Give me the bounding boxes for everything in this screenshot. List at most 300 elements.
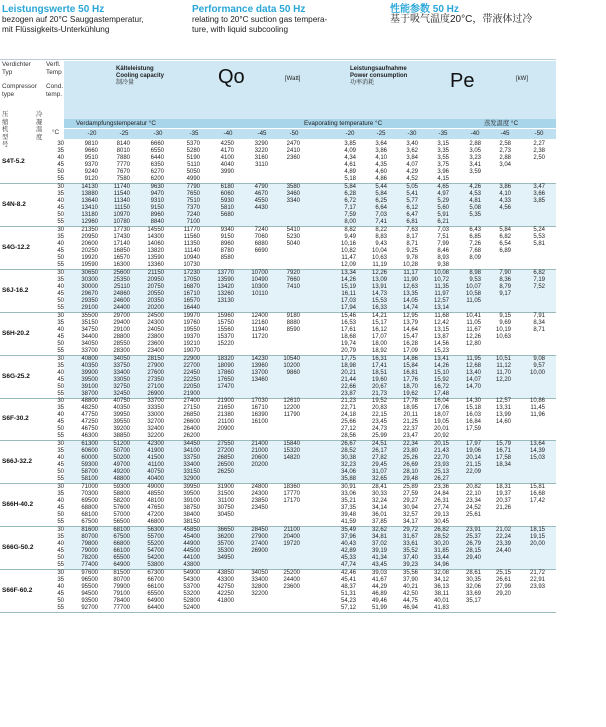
value-cell: 29100 xyxy=(81,304,98,311)
value-cell: 2410 xyxy=(286,148,300,154)
value-cell: 15,10 xyxy=(433,369,449,376)
cond-temp-cell: 50 xyxy=(57,297,64,304)
cond-temp-cell: 35 xyxy=(57,491,64,498)
value-cell: 33,69 xyxy=(465,591,481,597)
value-cell: 10970 xyxy=(113,211,130,218)
value-cell: 6440 xyxy=(150,155,164,161)
value-cell: 2470 xyxy=(286,141,300,147)
table-row xyxy=(0,541,556,548)
value-cell: 16,04 xyxy=(433,398,449,405)
value-cell: 48,37 xyxy=(340,584,356,590)
value-cell: 23400 xyxy=(147,347,164,354)
value-cell: 27,12 xyxy=(340,426,356,433)
table-row xyxy=(0,305,556,312)
value-cell: 7,17 xyxy=(344,204,356,211)
cond-temp-cell: 35 xyxy=(57,448,64,455)
value-cell: 12,68 xyxy=(465,362,481,369)
value-cell: 3,47 xyxy=(533,183,545,190)
value-cell: 18320 xyxy=(217,355,234,362)
value-cell: 8,36 xyxy=(499,276,511,283)
value-cell: 33,06 xyxy=(340,491,356,498)
value-cell: 13590 xyxy=(217,276,234,283)
value-cell: 18,15 xyxy=(529,527,545,534)
value-cell: 40350 xyxy=(81,362,98,369)
value-cell: 35700 xyxy=(217,541,234,548)
value-cell: 57000 xyxy=(113,512,130,519)
column-header: -30 xyxy=(407,130,417,137)
value-cell: 13410 xyxy=(81,204,98,211)
value-cell: 11,05 xyxy=(466,319,481,326)
value-cell: 5,18 xyxy=(344,176,356,182)
value-cell: 6,89 xyxy=(499,247,511,254)
value-cell: 35300 xyxy=(217,548,234,555)
value-cell: 21000 xyxy=(251,448,268,455)
label-temp-en: temp. xyxy=(46,90,62,98)
value-cell: 32800 xyxy=(251,584,268,590)
cond-temp-cell: 45 xyxy=(57,162,64,168)
label-cond-en: Cond. xyxy=(46,83,64,90)
value-cell: 17470 xyxy=(217,383,234,390)
value-cell: 34400 xyxy=(81,333,98,340)
value-cell: 28,41 xyxy=(371,484,387,491)
value-cell: 9,69 xyxy=(499,319,511,326)
value-cell: 16390 xyxy=(251,412,268,419)
label-compressor-de: Verdichter xyxy=(2,61,31,68)
capacity-symbol: Qo xyxy=(218,66,245,88)
value-cell: 7670 xyxy=(116,169,130,175)
table-row xyxy=(0,577,556,584)
value-cell: 17140 xyxy=(113,240,130,247)
value-cell: 30300 xyxy=(81,276,98,283)
value-cell: 14,07 xyxy=(465,376,481,383)
cond-temp-cell: 35 xyxy=(57,405,64,412)
value-cell: 17,97 xyxy=(465,441,481,448)
label-type-de: Typ xyxy=(2,68,13,76)
value-cell: 11770 xyxy=(183,226,200,233)
value-cell: 8780 xyxy=(220,247,234,254)
value-cell: 40,43 xyxy=(340,541,356,548)
value-cell: 20900 xyxy=(217,426,234,433)
value-cell: 3,66 xyxy=(533,190,545,197)
value-cell: 11,19 xyxy=(372,261,387,268)
value-cell: 16,71 xyxy=(495,448,511,455)
cond-temp-cell: 45 xyxy=(57,462,64,469)
value-cell: 5,05 xyxy=(406,183,418,190)
value-cell: 34,96 xyxy=(433,562,449,569)
value-cell: 16,12 xyxy=(371,326,387,333)
value-cell: 19,52 xyxy=(371,398,387,405)
value-cell: 14130 xyxy=(81,183,98,190)
value-cell: 35150 xyxy=(81,319,98,326)
value-cell: 40800 xyxy=(81,355,98,362)
cond-temp-cell: 40 xyxy=(57,541,64,548)
value-cell: 26,17 xyxy=(371,448,387,455)
value-cell: 7,99 xyxy=(437,240,449,247)
cond-temp-cell: 40 xyxy=(57,240,64,247)
value-cell: 3290 xyxy=(254,141,268,147)
value-cell: 13,31 xyxy=(495,405,511,412)
value-cell: 21,73 xyxy=(371,390,387,397)
value-cell: 13700 xyxy=(251,369,268,376)
value-cell: 21,44 xyxy=(340,376,356,383)
cond-temp-cell: 30 xyxy=(57,398,64,405)
model-name: S66F-60.2 xyxy=(2,587,33,594)
value-cell: 34050 xyxy=(81,340,98,347)
table-row xyxy=(0,262,556,269)
value-cell: 56300 xyxy=(147,527,164,534)
model-block xyxy=(0,184,556,226)
value-cell: 38400 xyxy=(183,512,200,519)
value-cell: 38700 xyxy=(81,390,98,397)
value-cell: 27600 xyxy=(147,369,164,376)
value-cell: 29,27 xyxy=(402,498,418,505)
value-cell: 45400 xyxy=(183,534,200,541)
value-cell: 78200 xyxy=(81,555,98,562)
value-cell: 19,37 xyxy=(495,491,511,498)
cond-temp-cell: 30 xyxy=(57,226,64,233)
value-cell: 19760 xyxy=(183,319,200,326)
value-cell: 10730 xyxy=(183,261,200,268)
table-row xyxy=(0,512,556,519)
value-cell: 3160 xyxy=(254,155,268,161)
value-cell: 79800 xyxy=(81,541,98,548)
value-cell: 17,59 xyxy=(465,426,481,433)
table-row xyxy=(0,227,556,234)
value-cell: 58800 xyxy=(113,491,130,498)
value-cell: 49000 xyxy=(147,484,164,491)
value-cell: 19,06 xyxy=(465,448,481,455)
value-cell: 21,26 xyxy=(495,505,511,512)
value-cell: 30,38 xyxy=(340,455,356,462)
value-cell: 7370 xyxy=(186,204,200,211)
value-cell: 11,17 xyxy=(403,269,418,276)
value-cell: 16,33 xyxy=(371,304,387,311)
value-cell: 20550 xyxy=(147,290,164,297)
value-cell: 22,10 xyxy=(465,491,481,498)
table-row xyxy=(0,405,556,412)
value-cell: 8,17 xyxy=(406,233,418,240)
column-header: -45 xyxy=(500,130,510,137)
cond-temp-cell: 35 xyxy=(57,233,64,240)
value-cell: 28,10 xyxy=(402,469,418,476)
value-cell: 7410 xyxy=(286,283,300,290)
value-cell: 10,08 xyxy=(433,269,449,276)
table-row xyxy=(0,505,556,512)
value-cell: 23,39 xyxy=(495,541,511,548)
header-chinese xyxy=(390,4,532,25)
value-cell: 42750 xyxy=(217,584,234,590)
header-german xyxy=(2,4,144,34)
value-cell: 8010 xyxy=(116,148,130,154)
value-cell: 7920 xyxy=(286,269,300,276)
value-cell: 12,26 xyxy=(465,333,481,340)
table-row xyxy=(0,412,556,419)
cond-temp-cell: 40 xyxy=(57,584,64,590)
table-row xyxy=(0,419,556,426)
value-cell: 3110 xyxy=(255,162,268,168)
cond-temp-cell: 55 xyxy=(57,433,64,440)
model-name: S4T-5.2 xyxy=(2,158,25,165)
value-cell: 58200 xyxy=(113,498,130,505)
table-row xyxy=(0,155,556,162)
value-cell: 32,23 xyxy=(340,462,356,469)
value-cell: 22050 xyxy=(183,383,200,390)
value-cell: 9,53 xyxy=(469,276,481,283)
value-cell: 19550 xyxy=(183,326,200,333)
value-cell: 30450 xyxy=(217,512,234,519)
column-header: -20 xyxy=(87,130,97,137)
value-cell: 11,45 xyxy=(530,405,545,412)
column-header: -35 xyxy=(189,130,199,137)
value-cell: 44,75 xyxy=(402,598,418,604)
value-cell: 19,60 xyxy=(371,376,387,383)
value-cell: 9240 xyxy=(84,169,98,175)
label-unit-c: °C xyxy=(52,129,60,136)
value-cell: 17,03 xyxy=(340,297,356,304)
value-cell: 40,21 xyxy=(402,584,418,590)
value-cell: 37,35 xyxy=(340,505,356,512)
value-cell: 24,73 xyxy=(371,426,387,433)
value-cell: 34450 xyxy=(183,441,200,448)
value-cell: 10,41 xyxy=(465,312,481,319)
model-block xyxy=(0,527,556,569)
value-cell: 22,15 xyxy=(371,412,387,419)
model-block xyxy=(0,356,556,398)
value-cell: 61300 xyxy=(81,441,98,448)
value-cell: 5190 xyxy=(186,155,200,161)
value-cell: 13770 xyxy=(217,269,234,276)
value-cell: 3,55 xyxy=(437,155,449,161)
value-cell: 7790 xyxy=(186,183,200,190)
value-cell: 77400 xyxy=(81,562,98,569)
value-cell: 8880 xyxy=(286,319,300,326)
value-cell: 3,75 xyxy=(437,162,449,168)
power-cn: 功率消耗 xyxy=(350,80,375,86)
value-cell: 4550 xyxy=(254,197,268,204)
table-row xyxy=(0,398,556,405)
value-cell: 15,84 xyxy=(402,362,418,369)
column-header: -20 xyxy=(345,130,355,137)
value-cell: 4,52 xyxy=(406,176,418,182)
value-cell: 6270 xyxy=(150,169,164,175)
value-cell: 21380 xyxy=(217,412,234,419)
value-cell: 9,17 xyxy=(499,290,511,297)
cond-temp-cell: 30 xyxy=(57,355,64,362)
value-cell: 7,03 xyxy=(375,211,387,218)
value-cell: 9,38 xyxy=(437,261,449,268)
value-cell: 8960 xyxy=(220,240,234,247)
cond-temp-cell: 55 xyxy=(57,176,64,182)
table-row xyxy=(0,298,556,305)
value-cell: 4,56 xyxy=(499,204,511,211)
value-cell: 31500 xyxy=(217,491,234,498)
value-cell: 16,53 xyxy=(340,319,356,326)
value-cell: 7,91 xyxy=(533,312,545,319)
cond-temp-cell: 30 xyxy=(57,141,64,147)
value-cell: 27350 xyxy=(147,376,164,383)
cond-temp-cell: 45 xyxy=(57,290,64,297)
value-cell: 78400 xyxy=(113,598,130,604)
value-cell: 5810 xyxy=(220,204,234,211)
value-cell: 30,20 xyxy=(433,541,449,548)
cond-temp-cell: 30 xyxy=(57,441,64,448)
value-cell: 68100 xyxy=(81,512,98,519)
cond-temp-cell: 50 xyxy=(57,469,64,476)
value-cell: 32,08 xyxy=(433,570,449,576)
value-cell: 8,98 xyxy=(469,269,481,276)
cond-temp-cell: 30 xyxy=(57,570,64,576)
value-cell: 26,67 xyxy=(340,441,356,448)
value-cell: 8,71 xyxy=(406,240,418,247)
value-cell: 16870 xyxy=(183,283,200,290)
value-cell: 3220 xyxy=(254,148,268,154)
value-cell: 12960 xyxy=(81,218,98,225)
value-cell: 10110 xyxy=(251,290,268,297)
value-cell: 5230 xyxy=(286,233,300,240)
value-cell: 26500 xyxy=(217,462,234,469)
value-cell: 67500 xyxy=(81,519,98,526)
header-english xyxy=(192,4,327,34)
value-cell: 15370 xyxy=(217,333,234,340)
value-cell: 7,03 xyxy=(437,226,449,233)
capacity-unit: [Watt] xyxy=(285,76,301,82)
value-cell: 20,37 xyxy=(495,498,511,505)
value-cell: 23,34 xyxy=(465,498,481,505)
table-row xyxy=(0,491,556,498)
value-cell: 6,82 xyxy=(499,233,511,240)
cond-temp-cell: 30 xyxy=(57,484,64,491)
value-cell: 56500 xyxy=(113,519,130,526)
value-cell: 32400 xyxy=(147,426,164,433)
value-cell: 35,52 xyxy=(402,548,418,555)
value-cell: 17650 xyxy=(217,376,234,383)
value-cell: 5110 xyxy=(187,162,200,168)
value-cell: 53200 xyxy=(183,591,200,597)
value-cell: 46750 xyxy=(81,426,98,433)
value-cell: 18360 xyxy=(283,484,300,491)
value-cell: 30,33 xyxy=(371,491,387,498)
value-cell: 11,68 xyxy=(434,312,449,319)
value-cell: 33700 xyxy=(81,347,98,354)
power-unit: [kW] xyxy=(516,76,528,82)
value-cell: 11,95 xyxy=(466,355,481,362)
value-cell: 42250 xyxy=(217,591,234,597)
value-cell: 12,26 xyxy=(371,269,387,276)
value-cell: 43850 xyxy=(217,570,234,576)
value-cell: 40350 xyxy=(113,405,130,412)
value-cell: 33700 xyxy=(147,398,164,405)
column-header: -40 xyxy=(223,130,233,137)
value-cell: 67500 xyxy=(113,534,130,541)
value-cell: 34,17 xyxy=(402,519,418,526)
value-cell: 23600 xyxy=(283,584,300,590)
table-row xyxy=(0,448,556,455)
table-row xyxy=(0,469,556,476)
value-cell: 53700 xyxy=(183,584,200,590)
value-cell: 6,21 xyxy=(437,218,449,225)
value-cell: 80700 xyxy=(113,577,130,583)
value-cell: 44,29 xyxy=(371,584,387,590)
header-german-line2: mit Flüssigkeits-Unterkühlung xyxy=(2,24,110,34)
value-cell: 4,60 xyxy=(375,169,387,175)
value-cell: 3,15 xyxy=(437,141,449,147)
table-row xyxy=(0,562,556,569)
value-cell: 11,05 xyxy=(466,297,481,304)
model-name: S66H-40.2 xyxy=(2,501,34,509)
model-name: S4G-12.2 xyxy=(2,243,30,251)
value-cell: 4170 xyxy=(220,148,234,154)
value-cell: 19,15 xyxy=(529,534,545,541)
value-cell: 2,88 xyxy=(499,155,511,161)
power-en: Power consumption xyxy=(350,73,408,79)
value-cell: 24,40 xyxy=(495,548,511,555)
table-row xyxy=(0,598,556,605)
value-cell: 29,45 xyxy=(371,462,387,469)
value-cell: 4,97 xyxy=(437,190,449,197)
value-cell: 20,83 xyxy=(371,405,387,412)
value-cell: 20,14 xyxy=(465,455,481,462)
value-cell: 16710 xyxy=(183,290,200,297)
label-compressor-cn: 压缩机型号 xyxy=(2,111,9,148)
value-cell: 54,23 xyxy=(340,598,356,604)
table-row xyxy=(0,348,556,355)
value-cell: 5,29 xyxy=(437,197,449,204)
value-cell: 36650 xyxy=(217,527,234,534)
value-cell: 9310 xyxy=(150,197,164,204)
value-cell: 4,81 xyxy=(469,197,481,204)
value-cell: 38750 xyxy=(183,505,200,512)
value-cell: 32900 xyxy=(183,476,200,483)
value-cell: 4,89 xyxy=(344,169,356,175)
column-header: -45 xyxy=(257,130,267,137)
value-cell: 33350 xyxy=(147,405,164,412)
value-cell: 2,58 xyxy=(499,141,511,147)
value-cell: 34050 xyxy=(113,355,130,362)
value-cell: 5,08 xyxy=(469,204,481,211)
value-cell: 13460 xyxy=(251,376,268,383)
value-cell: 17,48 xyxy=(433,390,449,397)
value-cell: 28150 xyxy=(147,355,164,362)
value-cell: 5,35 xyxy=(469,211,481,218)
value-cell: 29400 xyxy=(113,319,130,326)
value-cell: 13360 xyxy=(147,261,164,268)
model-name: S6H-20.2 xyxy=(2,329,30,337)
value-cell: 7,63 xyxy=(406,226,418,233)
value-cell: 7,51 xyxy=(437,233,449,240)
value-cell: 29100 xyxy=(113,326,130,333)
value-cell: 51,99 xyxy=(371,605,387,611)
value-cell: 26200 xyxy=(183,433,200,440)
value-cell: 96500 xyxy=(81,577,98,583)
value-cell: 10540 xyxy=(283,355,300,362)
value-cell: 20200 xyxy=(147,304,164,311)
value-cell: 5050 xyxy=(186,169,200,175)
value-cell: 20,92 xyxy=(433,433,449,440)
power-de: Leistungsaufnahme xyxy=(350,66,407,72)
value-cell: 17,94 xyxy=(340,304,356,311)
value-cell: 79000 xyxy=(81,548,98,555)
value-cell: 17050 xyxy=(183,276,200,283)
value-cell: 30,35 xyxy=(465,577,481,583)
model-name: S4N-8.2 xyxy=(2,200,26,208)
value-cell: 18,98 xyxy=(340,362,356,369)
value-cell: 3,85 xyxy=(344,141,356,147)
value-cell: 48800 xyxy=(81,398,98,405)
value-cell: 40400 xyxy=(147,476,164,483)
value-cell: 30,45 xyxy=(433,519,449,526)
value-cell: 29,40 xyxy=(465,555,481,562)
value-cell: 17430 xyxy=(113,233,130,240)
